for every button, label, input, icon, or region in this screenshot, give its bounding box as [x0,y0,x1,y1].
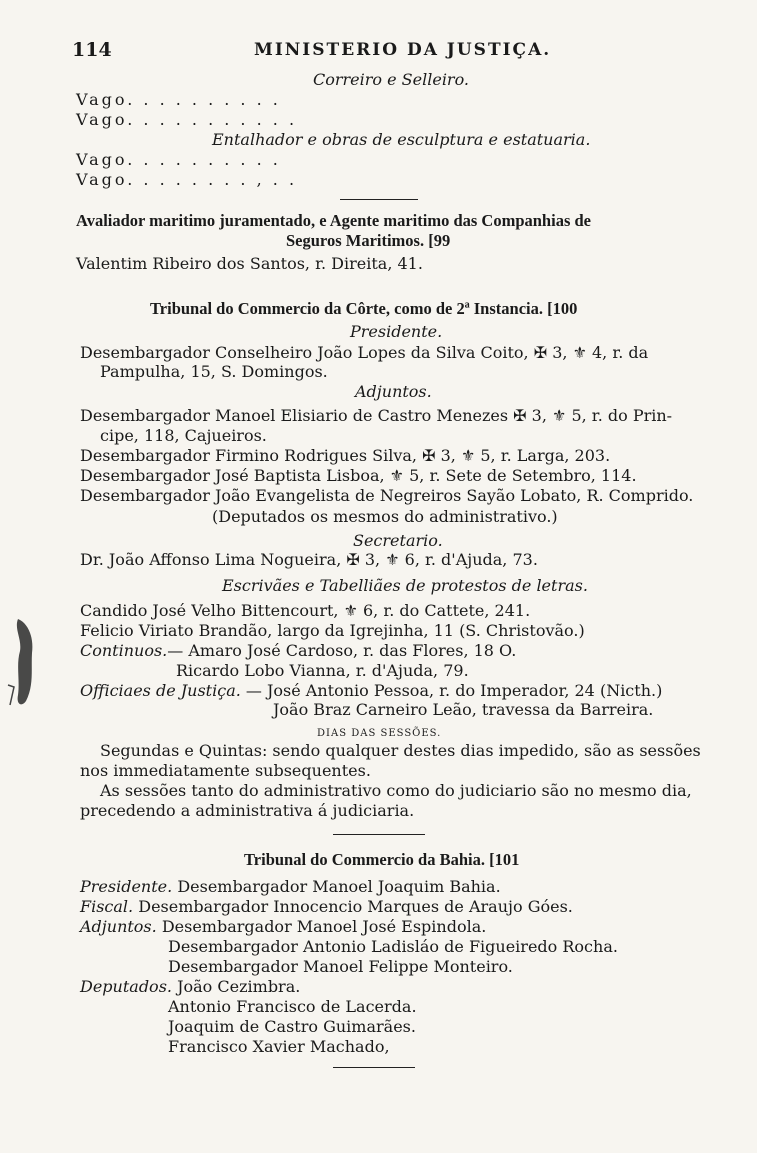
vago-line-3: Vago. . . . . . . . . . [76,150,281,169]
presidente-entry: Desembargador Conselheiro João Lopes da Silva Coito, ✠ 3, ⚜ 4, r. da [80,343,649,362]
bahia-deputados [80,977,300,997]
officiaes-entry [80,681,662,701]
continuos-entry [80,641,516,661]
bahia-deputado-entry: Francisco Xavier Machado, [168,1037,390,1056]
escrivaes-label: Escrivães e Tabelliães de protestos de letras. [222,576,588,595]
section-divider [340,199,418,200]
bahia-deputado-entry: Joaquim de Castro Guimarães. [168,1017,416,1036]
bahia-presidente-label: Presidente. [80,877,173,896]
bahia-adjuntos [80,917,486,937]
section-divider [333,1067,415,1068]
officiaes-entry-2: João Braz Carneiro Leão, travessa da Barreira. [273,700,654,719]
bahia-adjunto-entry: Desembargador Antonio Ladisláo de Figueiredo Rocha. [168,937,618,956]
adjunto-entry-3: Desembargador José Baptista Lisboa, ⚜ 5, r. Sete de Setembro, 114. [80,466,637,485]
section-heading-correio: Correiro e Selleiro. [313,70,470,89]
officiaes-label: Officiaes de Justiça. [80,681,241,700]
tribunal-corte-heading: Tribunal do Commercio da Côrte, como de 2ª Instancia. [100 [150,299,578,318]
adjunto-entry-1-cont: cipe, 118, Cajueiros. [100,426,267,445]
section-heading-entalhador: Entalhador e obras de esculptura e estatuaria. [212,130,591,149]
secretario-label: Secretario. [353,531,443,550]
dias-sessoes-heading: DIAS DAS SESSÕES. [317,728,442,739]
adjuntos-label: Adjuntos. [355,382,432,401]
bahia-deputados-label: Deputados. [80,977,172,996]
continuos-entry-2: Ricardo Lobo Vianna, r. d'Ajuda, 79. [176,661,469,680]
bahia-fiscal-label: Fiscal. [80,897,134,916]
dias-paragraph-2: As sessões tanto do administrativo como do judiciario são no mesmo dia, [100,781,692,800]
bahia-presidente-entry: Desembargador Manoel Joaquim Bahia. [177,877,501,896]
ink-blot-mark [4,615,38,710]
bahia-deputado-entry: João Cezimbra. [177,977,301,996]
bahia-fiscal [80,897,573,917]
bahia-deputado-entry: Antonio Francisco de Lacerda. [168,997,417,1016]
bahia-adjunto-entry: Desembargador Manoel José Espindola. [161,917,487,936]
tribunal-bahia-heading: Tribunal do Commercio da Bahia. [101 [244,850,520,869]
bahia-adjunto-entry: Desembargador Manoel Felippe Monteiro. [168,957,513,976]
dias-paragraph-1: Segundas e Quintas: sendo qualquer destes dias impedido, são as sessões [100,741,701,760]
presidente-label: Presidente. [350,322,443,341]
officiaes-entry-1: — José Antonio Pessoa, r. do Imperador, 24 (Nicth.) [245,681,663,700]
vago-line-1: Vago. . . . . . . . . . [76,90,281,109]
dias-paragraph-2-cont: precedendo a administrativa á judiciaria. [80,801,415,820]
bahia-adjuntos-label: Adjuntos. [80,917,157,936]
adjunto-entry-4: Desembargador João Evangelista de Negreiros Sayão Lobato, R. Comprido. [80,486,694,505]
dias-paragraph-1-cont: nos immediatamente subsequentes. [80,761,371,780]
escrivao-entry-2: Felicio Viriato Brandão, largo da Igrejinha, 11 (S. Christovão.) [80,621,585,640]
avaliador-entry: Valentim Ribeiro dos Santos, r. Direita, 41. [76,254,423,273]
running-title: MINISTERIO DA JUSTIÇA. [254,40,552,60]
vago-line-2: Vago. . . . . . . . . . . [76,110,298,129]
escrivao-entry-1: Candido José Velho Bittencourt, ⚜ 6, r. do Cattete, 241. [80,601,531,620]
deputados-note: (Deputados os mesmos do administrativo.) [212,507,558,526]
bahia-fiscal-entry: Desembargador Innocencio Marques de Araujo Góes. [138,897,573,916]
presidente-entry-cont: Pampulha, 15, S. Domingos. [100,362,328,381]
avaliador-heading: Avaliador maritimo juramentado, e Agente maritimo das Companhias de [76,211,591,230]
adjunto-entry-1: Desembargador Manoel Elisiario de Castro Menezes ✠ 3, ⚜ 5, r. do Prin- [80,406,673,425]
page-number: 114 [72,39,112,61]
continuos-entry-1: — Amaro José Cardoso, r. das Flores, 18 O. [167,641,517,660]
adjunto-entry-2: Desembargador Firmino Rodrigues Silva, ✠ 3, ⚜ 5, r. Larga, 203. [80,446,611,465]
vago-line-4: Vago. . . . . . . . , . . [76,170,298,189]
secretario-entry: Dr. João Affonso Lima Nogueira, ✠ 3, ⚜ 6, r. d'Ajuda, 73. [80,550,538,569]
continuos-label: Continuos. [80,641,168,660]
section-divider [333,834,425,835]
bahia-presidente [80,877,501,897]
avaliador-heading-cont: Seguros Maritimos. [99 [286,231,451,250]
